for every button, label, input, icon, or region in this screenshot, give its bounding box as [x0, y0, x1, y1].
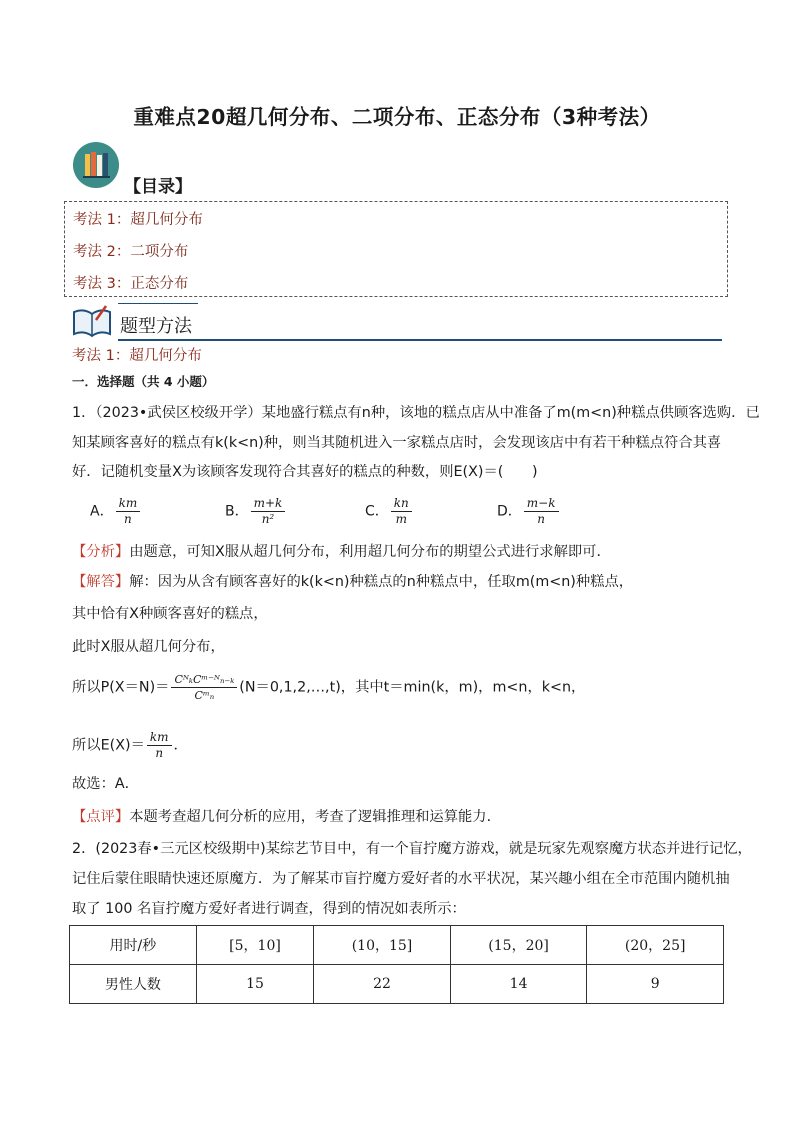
table-cell: [5，10] — [196, 926, 313, 965]
choice-letter: A． — [90, 503, 114, 520]
toc-item-1[interactable] — [73, 208, 203, 229]
choice-num: m+k — [251, 496, 286, 512]
section-divider — [118, 339, 722, 341]
analysis-text: 由题意，可知X服从超几何分布，利用超几何分布的期望公式进行求解即可． — [129, 544, 611, 560]
section-divider-top — [118, 303, 198, 304]
choice-letter: B． — [225, 503, 249, 520]
choice-a[interactable] — [90, 496, 142, 527]
solution-line-2: 其中恰有X种顾客喜好的糕点， — [72, 606, 268, 622]
choice-num: m−k — [524, 496, 559, 512]
toc-box — [64, 201, 728, 297]
question-group-heading: 一．选择题（共 4 小题） — [72, 374, 215, 389]
choice-den: m — [395, 512, 407, 526]
choice-d[interactable] — [497, 496, 561, 527]
q1-line-1: 1．（2023•武侯区校级开学）某地盛行糕点有n种，该地的糕点店从中准备了m(m<n)种糕点供顾客选购．已 — [72, 405, 760, 421]
q2-line-2: 记住后蒙住眼睛快速还原魔方．为了解某市盲拧魔方爱好者的水平状况，某兴趣小组在全市范围内随机抽 — [72, 871, 730, 887]
choice-den: n — [537, 512, 545, 526]
table-cell: 用时/秒 — [70, 926, 197, 965]
table-cell: 9 — [587, 965, 724, 1004]
comment — [72, 806, 501, 826]
expect-denominator: n — [155, 746, 164, 760]
section-title: 题型方法 — [120, 316, 192, 337]
choice-c[interactable] — [365, 496, 414, 527]
table-cell: 15 — [196, 965, 313, 1004]
formula-suffix: (N＝0,1,2,…,t)，其中t＝min(k，m)，m<n，k<n， — [239, 679, 586, 696]
choice-num: kn — [391, 496, 412, 512]
toc-item-text: 超几何分布 — [130, 212, 203, 228]
choice-num: km — [116, 496, 141, 512]
toc-item-label: 考法 3： — [73, 276, 131, 292]
table-row — [70, 965, 724, 1004]
expectation-formula — [72, 730, 188, 761]
toc-item-text: 正态分布 — [130, 276, 189, 292]
q1-line-2: 知某顾客喜好的糕点有k(k<n)种，则当其随机进入一家糕点店时，会发现该店中有若干种糕点符合其喜 — [72, 435, 722, 451]
choice-letter: C． — [365, 503, 389, 520]
table-cell: (15，20] — [450, 926, 587, 965]
formula-prefix: 所以P(X＝N)＝ — [72, 679, 170, 696]
q2-line-3: 取了 100 名盲拧魔方爱好者进行调查，得到的情况如表所示： — [72, 901, 466, 917]
q2-line-1: 2．(2023春•三元区校级期中)某综艺节目中，有一个盲拧魔方游戏，就是玩家先观察魔方状态并进行记忆， — [72, 841, 752, 857]
formula-denominator: Cᵐₙ — [194, 689, 215, 702]
solution-text: 解：因为从含有顾客喜好的k(k<n)种糕点的n种糕点中，任取m(m<n)种糕点， — [129, 574, 634, 590]
table-cell: 22 — [314, 965, 451, 1004]
table-cell: 男性人数 — [70, 965, 197, 1004]
probability-formula — [72, 672, 585, 703]
formula-numerator: CᴺₖCᵐ⁻ᴺₙ₋ₖ — [171, 672, 237, 688]
books-logo-icon — [73, 142, 119, 188]
open-book-icon — [70, 300, 114, 342]
choice-letter: D． — [497, 503, 522, 520]
method-heading: 考法 1：超几何分布 — [72, 348, 202, 364]
choice-b[interactable] — [225, 496, 287, 527]
table-cell: (10，15] — [314, 926, 451, 965]
document-title: 重难点20超几何分布、二项分布、正态分布（3种考法） — [133, 105, 661, 129]
comment-tag: 【点评】 — [72, 809, 130, 825]
expect-suffix: ． — [173, 737, 188, 754]
choice-den: n — [124, 512, 132, 526]
analysis — [72, 541, 611, 561]
toc-item-3[interactable] — [73, 272, 188, 293]
toc-item-label: 考法 2： — [73, 244, 131, 260]
q1-line-3: 好．记随机变量X为该顾客发现符合其喜好的糕点的种数，则E(X)＝( ) — [72, 464, 538, 480]
toc-item-label: 考法 1： — [73, 212, 131, 228]
solution-tag: 【解答】 — [72, 574, 130, 590]
expect-prefix: 所以E(X)＝ — [72, 737, 145, 754]
toc-item-2[interactable] — [73, 240, 188, 261]
analysis-tag: 【分析】 — [72, 544, 130, 560]
table-cell: (20，25] — [587, 926, 724, 965]
choice-den: n² — [261, 512, 275, 526]
answer: 故选：A． — [72, 776, 139, 792]
data-table — [69, 925, 724, 1004]
toc-item-text: 二项分布 — [130, 244, 189, 260]
expect-numerator: km — [147, 730, 172, 746]
table-header-row — [70, 926, 724, 965]
solution-line-1 — [72, 571, 633, 591]
table-cell: 14 — [450, 965, 587, 1004]
toc-heading: 【目录】 — [124, 177, 192, 197]
solution-line-3: 此时X服从超几何分布， — [72, 639, 225, 655]
comment-text: 本题考查超几何分析的应用，考查了逻辑推理和运算能力． — [129, 809, 501, 825]
